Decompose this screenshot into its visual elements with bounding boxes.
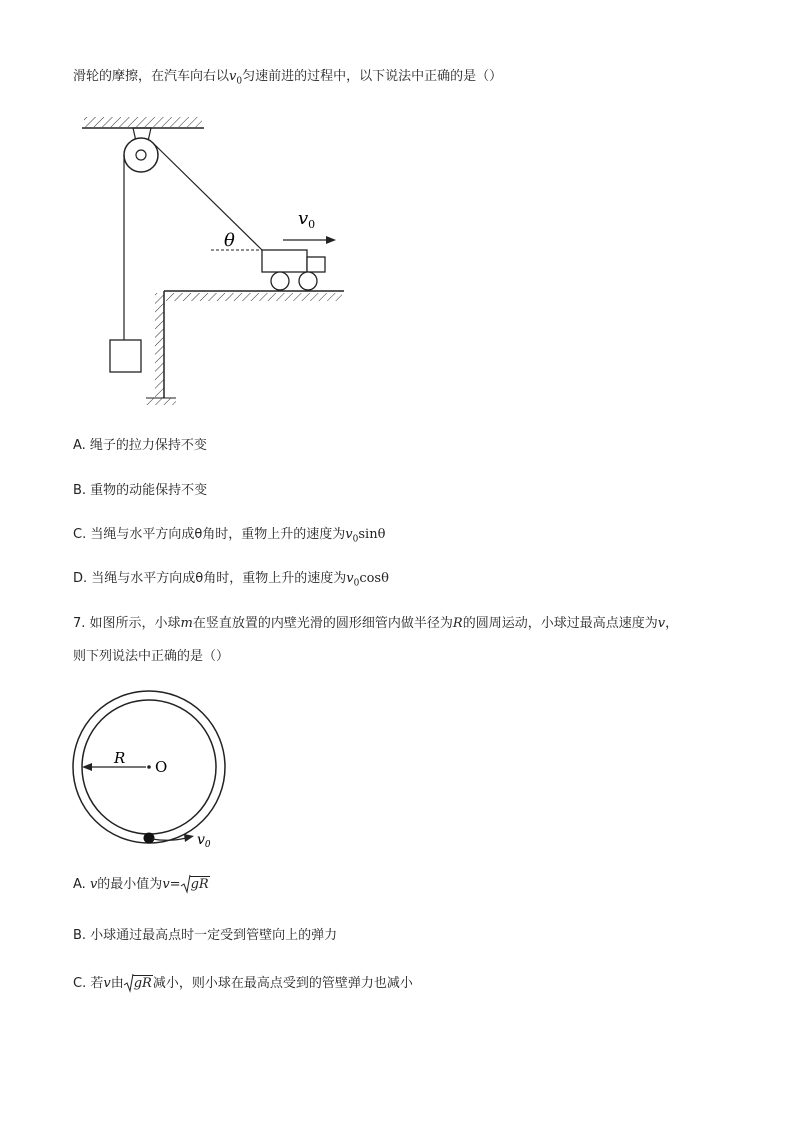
- sqrt-sign-icon: [181, 874, 191, 894]
- q6-option-b: B. 重物的动能保持不变: [73, 483, 208, 498]
- q6-option-a: A. 绳子的拉力保持不变: [73, 438, 207, 453]
- q7-option-c-v: v: [103, 976, 111, 991]
- q7-option-a-v2: v: [162, 877, 170, 892]
- center-point: [147, 765, 151, 769]
- ball: [144, 833, 155, 844]
- q7-stem-v: v: [657, 616, 666, 631]
- theta-label: θ: [224, 230, 235, 251]
- center-label: O: [155, 758, 168, 776]
- q7-option-c-text-b: 由: [110, 976, 124, 991]
- q6-intro-v: v: [229, 69, 237, 84]
- v0-label: $v_0$: [298, 208, 316, 231]
- radius-label: R: [114, 749, 126, 767]
- q7-stem-text-c: 的圆周运动，小球过最高点速度为: [462, 616, 658, 631]
- ball-velocity-arrow: [152, 834, 194, 842]
- q7-stem-line2: 则下列说法中正确的是（）: [73, 649, 230, 664]
- q7-option-c: [73, 975, 413, 993]
- q6-option-c-text: C. 当绳与水平方向成θ角时，重物上升的速度为: [73, 527, 346, 542]
- q7-option-b: B. 小球通过最高点时一定受到管壁向上的弹力: [73, 928, 338, 943]
- q7-option-a-sqrt: [181, 876, 210, 894]
- q6-intro-text-b: 匀速前进的过程中，以下说法中正确的是（）: [242, 69, 503, 84]
- q7-option-a-v: v: [89, 877, 98, 892]
- q6-option-d-v: v: [346, 571, 354, 586]
- q7-option-c-text-a: C. 若: [73, 976, 104, 991]
- q7-option-a-text: 的最小值为: [97, 877, 163, 892]
- q6-intro-v-sub: 0: [236, 76, 243, 87]
- q7-option-a-equals: =: [169, 877, 181, 892]
- q6-option-c-v-sub: 0: [352, 534, 359, 545]
- sqrt-sign-icon: [124, 973, 134, 993]
- q7-stem-comma: ，: [665, 616, 679, 631]
- q7-option-c-sqrt: [124, 975, 153, 993]
- q6-option-d-text: D. 当绳与水平方向成θ角时，重物上升的速度为: [73, 571, 347, 586]
- q7-stem-r: R: [452, 616, 463, 631]
- q6-option-d-cos: cosθ: [359, 571, 389, 586]
- q7-option-a: [73, 876, 210, 894]
- q7-stem-text-a: 7. 如图所示，小球: [73, 616, 181, 631]
- q6-option-c-v: v: [345, 527, 353, 542]
- q7-option-c-text-c: 减小，则小球在最高点受到的管壁弹力也减小: [152, 976, 413, 991]
- q6-option-c-sin: sinθ: [358, 527, 386, 542]
- q7-option-c-radicand: gR: [133, 976, 152, 991]
- q7-stem-m: m: [180, 616, 193, 631]
- q7-stem-text-b: 在竖直放置的内壁光滑的圆形细管内做半径为: [192, 616, 453, 631]
- q7-option-a-radicand: gR: [190, 877, 209, 892]
- ball-v0-label: $v_0$: [197, 832, 211, 850]
- q6-intro-text-a: 滑轮的摩擦，在汽车向右以: [73, 69, 230, 84]
- q7-option-a-letter: A.: [73, 877, 90, 892]
- q6-option-d-v-sub: 0: [353, 578, 360, 589]
